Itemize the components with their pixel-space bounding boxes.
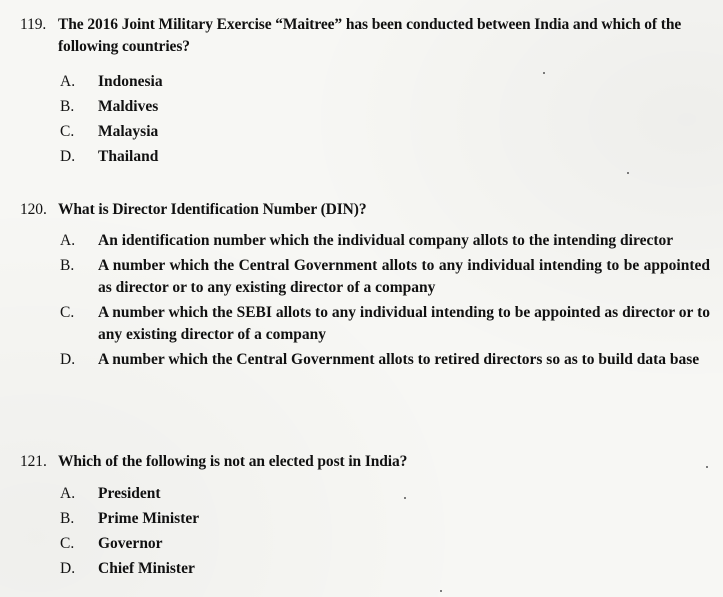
question-number: 119.	[20, 16, 47, 33]
question-text: Which of the following is not an elected post in India?	[58, 453, 408, 470]
option-letter: C.	[60, 304, 75, 321]
option-letter: C.	[60, 535, 75, 552]
option-letter: A.	[60, 232, 76, 249]
question-120	[20, 199, 710, 374]
option-text: Maldives	[98, 98, 159, 115]
question-number: 120.	[20, 201, 47, 218]
scan-speck	[440, 590, 442, 592]
option-text: A number which the SEBI allots to any individual intending to be appointed as director or to any existing director of a company	[98, 304, 710, 343]
option-letter: A.	[60, 485, 76, 502]
option-letter: D.	[60, 351, 76, 368]
option-d	[60, 144, 710, 169]
option-letter: D.	[60, 148, 76, 165]
option-d	[60, 556, 710, 581]
option-text: An identification number which the individual company allots to the intending director	[98, 232, 674, 249]
scan-speck	[543, 72, 545, 74]
option-text: A number which the Central Government allots to any individual intending to be appointed as director or to any existing director of a company	[98, 257, 710, 296]
option-c	[60, 119, 710, 144]
question-119	[20, 14, 710, 169]
option-a	[60, 69, 710, 94]
option-c	[60, 302, 710, 346]
option-text: Indonesia	[98, 73, 163, 90]
option-text: Chief Minister	[98, 560, 195, 577]
scan-speck	[706, 466, 708, 468]
option-text: Thailand	[98, 148, 159, 165]
options-list	[20, 69, 710, 169]
question-stem	[20, 451, 710, 473]
option-letter: C.	[60, 123, 75, 140]
option-a	[60, 481, 710, 506]
option-b	[60, 255, 710, 299]
option-text: President	[98, 485, 161, 502]
option-text: Governor	[98, 535, 163, 552]
scan-speck	[404, 497, 406, 499]
question-text: What is Director Identification Number (DIN)?	[58, 201, 367, 218]
option-text: A number which the Central Government allots to retired directors so as to build data base	[98, 351, 700, 368]
option-c	[60, 531, 710, 556]
scan-speck	[627, 172, 629, 174]
options-list	[20, 230, 710, 371]
question-stem	[20, 14, 710, 58]
option-a	[60, 230, 710, 252]
options-list	[20, 481, 710, 581]
option-b	[60, 94, 710, 119]
option-letter: A.	[60, 73, 76, 90]
option-letter: B.	[60, 510, 75, 527]
question-number: 121.	[20, 453, 47, 470]
option-letter: B.	[60, 257, 75, 274]
option-d	[60, 349, 710, 371]
question-121	[20, 451, 710, 581]
option-letter: D.	[60, 560, 76, 577]
option-letter: B.	[60, 98, 75, 115]
option-b	[60, 506, 710, 531]
question-stem	[20, 199, 710, 221]
option-text: Prime Minister	[98, 510, 200, 527]
option-text: Malaysia	[98, 123, 159, 140]
question-text: The 2016 Joint Military Exercise “Maitree” has been conducted between India and which of the following countries?	[58, 16, 682, 55]
